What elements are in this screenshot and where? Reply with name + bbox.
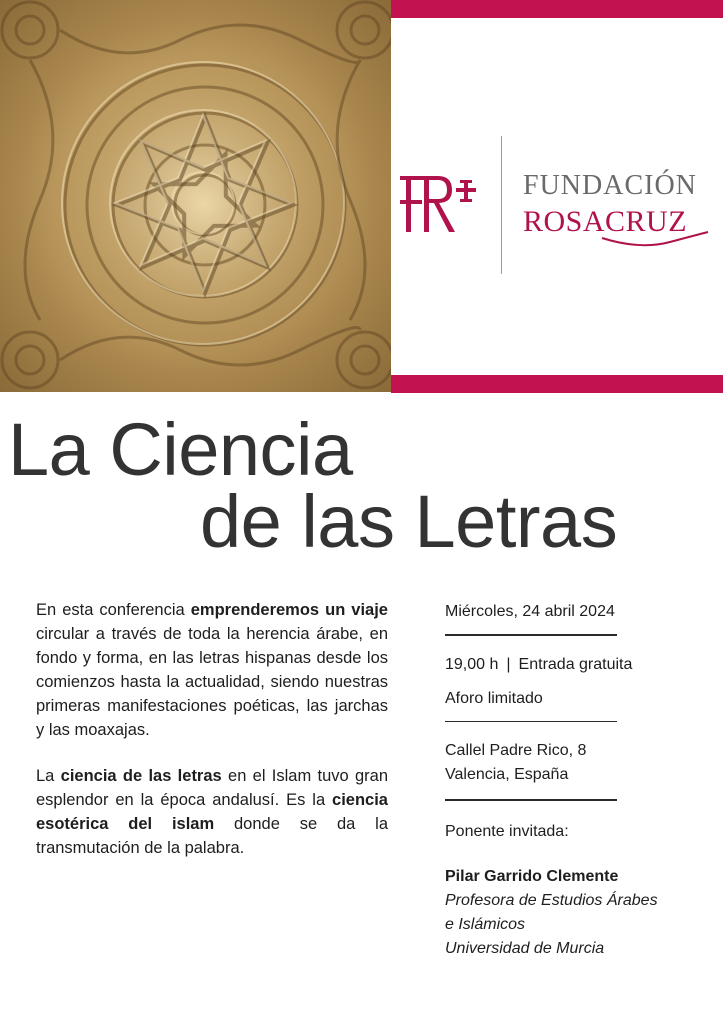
info-separator: |	[506, 655, 511, 673]
speaker-name: Pilar Garrido Clemente	[445, 867, 619, 885]
description-text: donde se da la transmutación de la palabra.	[36, 815, 389, 857]
description-emphasis: emprenderemos un viaje	[190, 601, 388, 619]
logo-swash-icon	[600, 228, 710, 250]
speaker-role-line1: Profesora de Estudios Árabes	[445, 891, 658, 909]
info-rule	[445, 634, 617, 636]
arabesque-ornament-image	[0, 0, 391, 392]
description-text: En esta conferencia	[36, 601, 191, 619]
description-text: en el Islam tuvo gran esplendor en la época andalusí. Es la	[36, 767, 389, 809]
top-accent-bar	[391, 0, 723, 18]
description-text: circular a través de toda la herencia árabe, en fondo y forma, en las letras hispanas desde los comienzos hasta la actualidad, siendo nuestras primeras manifestaciones poéticas, las jarchas y las moaxajas.	[36, 625, 388, 739]
event-title-line2: de las Letras	[200, 480, 618, 563]
description-paragraph-2	[36, 764, 388, 860]
bottom-accent-bar	[391, 375, 723, 393]
description-emphasis: ciencia esotérica del islam	[36, 791, 388, 833]
event-date: Miércoles, 24 abril 2024	[445, 603, 615, 620]
description-paragraph-1	[36, 598, 388, 742]
rosacruz-monogram-icon	[398, 170, 482, 236]
description-emphasis: ciencia de las letras	[60, 767, 222, 785]
event-info	[445, 600, 695, 961]
event-title-line1: La Ciencia	[8, 408, 353, 491]
event-address-line1: Callel Padre Rico, 8	[445, 742, 587, 759]
info-rule	[445, 799, 617, 801]
event-capacity: Aforo limitado	[445, 689, 543, 707]
foundation-name-line1: FUNDACIÓN	[523, 170, 697, 201]
speaker-institution: Universidad de Murcia	[445, 939, 605, 957]
arabesque-pattern	[0, 0, 391, 392]
description-text: La	[36, 767, 61, 785]
info-rule	[445, 721, 617, 723]
event-description	[36, 598, 388, 882]
event-time-entry	[445, 653, 695, 677]
logo-divider	[501, 136, 502, 274]
event-entry: Entrada gratuita	[518, 655, 633, 673]
foundation-name-line2: ROSACRUZ	[523, 205, 688, 238]
speaker-role-line2: e Islámicos	[445, 915, 526, 933]
event-time: 19,00 h	[445, 655, 499, 673]
event-address-line2: Valencia, España	[445, 766, 569, 783]
speaker-label: Ponente invitada:	[445, 822, 569, 840]
